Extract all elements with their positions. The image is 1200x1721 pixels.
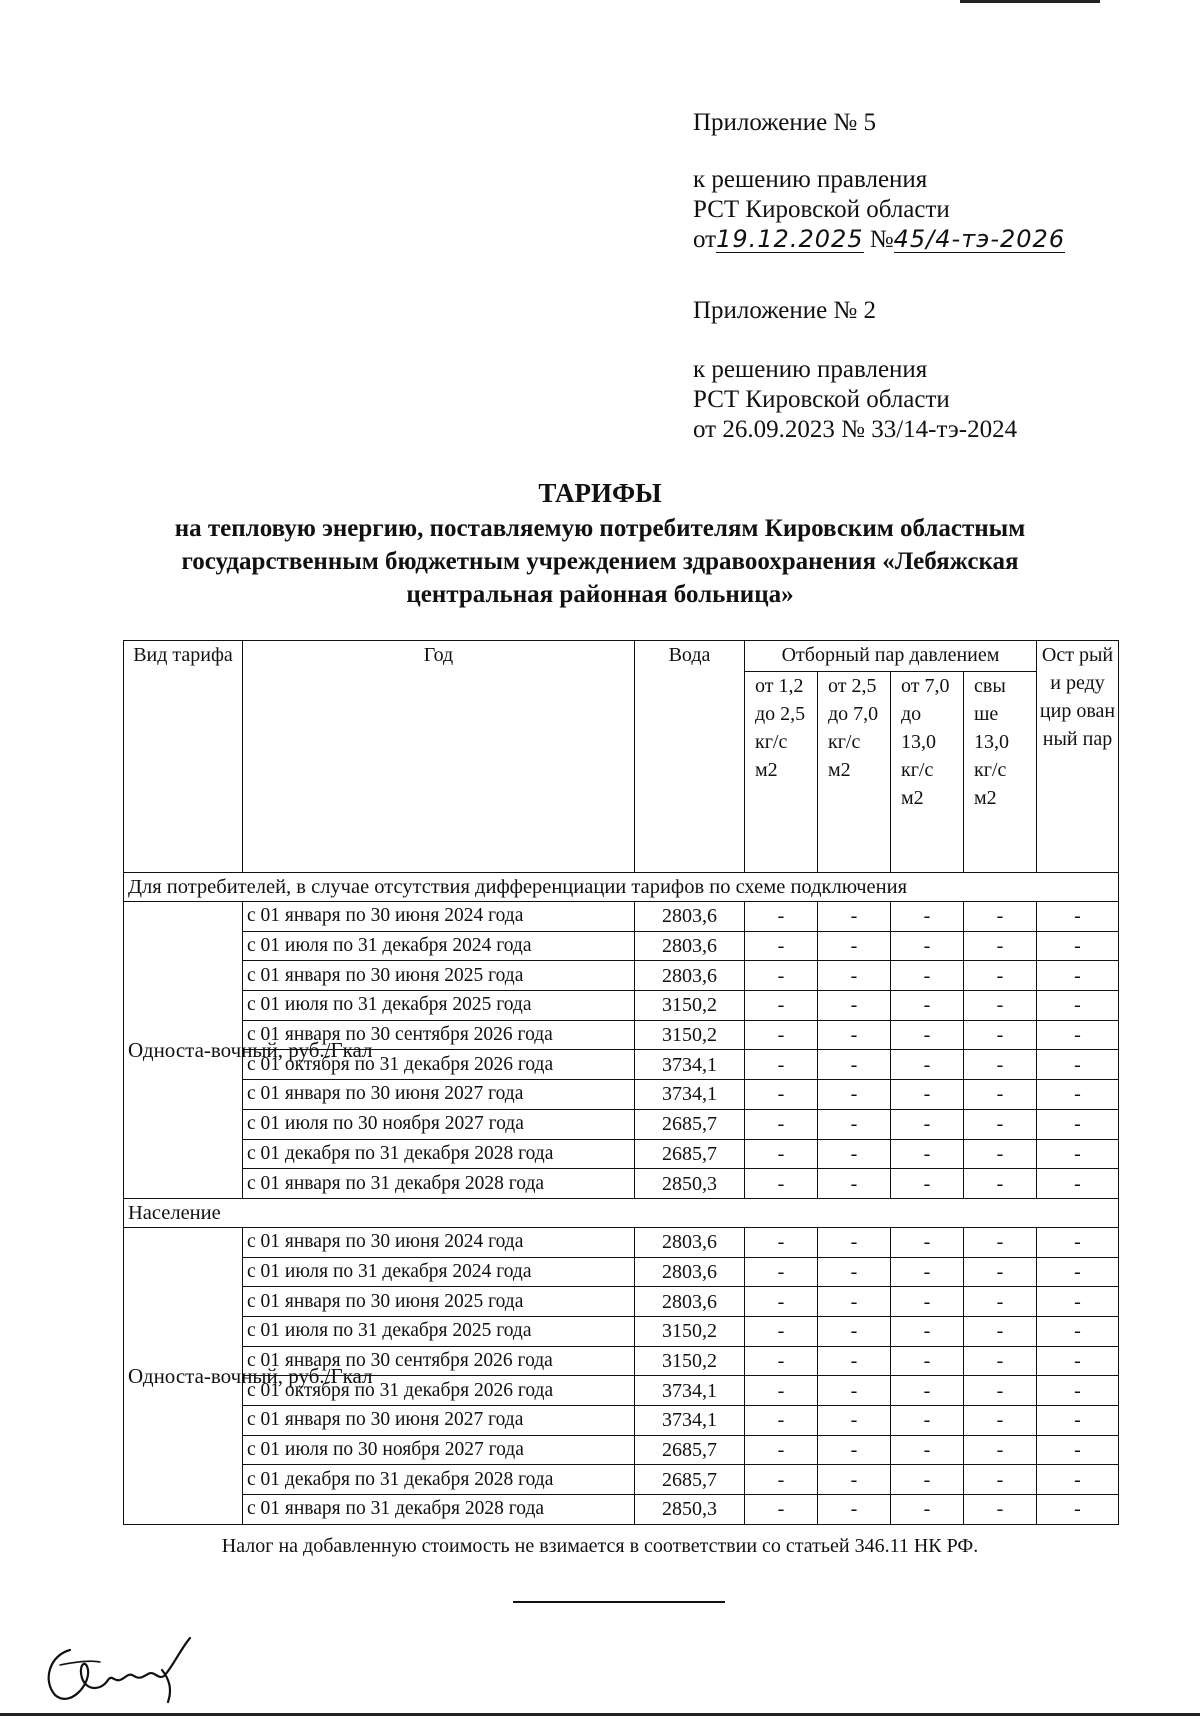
water-value-cell: 2850,3	[635, 1169, 745, 1199]
steam-value-cell: -	[964, 1257, 1037, 1287]
table-row	[124, 961, 1119, 991]
signature-image	[30, 1610, 210, 1715]
steam-value-cell: -	[891, 1435, 964, 1465]
table-row	[124, 1495, 1119, 1525]
appendix-5-date-prefix: от	[693, 226, 717, 253]
steam-value-cell: -	[1037, 961, 1119, 991]
steam-value-cell: -	[964, 1109, 1037, 1139]
steam-value-cell: -	[964, 1495, 1037, 1525]
appendix-2-line3: от 26.09.2023 № 33/14-тэ-2024	[693, 416, 1018, 443]
steam-value-cell: -	[745, 902, 818, 932]
period-cell: с 01 января по 31 декабря 2028 года	[243, 1495, 635, 1525]
section-title: Население	[124, 1198, 1119, 1227]
steam-value-cell: -	[745, 1346, 818, 1376]
steam-value-cell: -	[891, 1020, 964, 1050]
tariff-kind-cell: Односта-вочный, руб./Гкал	[124, 902, 243, 1199]
steam-value-cell: -	[745, 991, 818, 1021]
steam-value-cell: -	[818, 1287, 891, 1317]
appendix-5-line2: РСТ Кировской области	[693, 196, 950, 223]
period-cell: с 01 января по 30 сентября 2026 года	[243, 1020, 635, 1050]
steam-value-cell: -	[1037, 1287, 1119, 1317]
steam-value-cell: -	[818, 1050, 891, 1080]
steam-value-cell: -	[891, 1406, 964, 1436]
water-value-cell: 2803,6	[635, 931, 745, 961]
water-value-cell: 3734,1	[635, 1080, 745, 1110]
steam-value-cell: -	[891, 1376, 964, 1406]
steam-value-cell: -	[964, 1050, 1037, 1080]
steam-value-cell: -	[745, 1316, 818, 1346]
water-value-cell: 2685,7	[635, 1435, 745, 1465]
water-value-cell: 2850,3	[635, 1495, 745, 1525]
table-row	[124, 1406, 1119, 1436]
period-cell: с 01 января по 30 июня 2024 года	[243, 1227, 635, 1257]
steam-value-cell: -	[964, 1139, 1037, 1169]
header-steam-3: от 7,0 до 13,0 кг/с м2	[891, 672, 964, 873]
steam-value-cell: -	[891, 991, 964, 1021]
steam-value-cell: -	[818, 1465, 891, 1495]
steam-value-cell: -	[1037, 1495, 1119, 1525]
steam-value-cell: -	[818, 1169, 891, 1199]
steam-value-cell: -	[745, 961, 818, 991]
appendix-5-date-line	[693, 225, 1065, 255]
steam-value-cell: -	[891, 1139, 964, 1169]
header-kind: Вид тарифа	[124, 641, 243, 873]
steam-value-cell: -	[1037, 1139, 1119, 1169]
steam-value-cell: -	[891, 1257, 964, 1287]
steam-value-cell: -	[891, 902, 964, 932]
steam-value-cell: -	[891, 1169, 964, 1199]
appendix-5-block	[693, 165, 1065, 255]
water-value-cell: 2803,6	[635, 1287, 745, 1317]
period-cell: с 01 января по 30 июня 2025 года	[243, 1287, 635, 1317]
steam-value-cell: -	[964, 1465, 1037, 1495]
steam-value-cell: -	[745, 1227, 818, 1257]
table-row	[124, 1169, 1119, 1199]
period-cell: с 01 января по 30 сентября 2026 года	[243, 1346, 635, 1376]
steam-value-cell: -	[818, 1406, 891, 1436]
steam-value-cell: -	[745, 1169, 818, 1199]
water-value-cell: 2685,7	[635, 1139, 745, 1169]
period-cell: с 01 января по 30 июня 2027 года	[243, 1080, 635, 1110]
table-row	[124, 902, 1119, 932]
steam-value-cell: -	[1037, 1109, 1119, 1139]
header-year: Год	[243, 641, 635, 873]
steam-value-cell: -	[1037, 1465, 1119, 1495]
period-cell: с 01 июля по 30 ноября 2027 года	[243, 1109, 635, 1139]
steam-value-cell: -	[818, 1020, 891, 1050]
steam-value-cell: -	[818, 1227, 891, 1257]
steam-value-cell: -	[818, 1376, 891, 1406]
steam-value-cell: -	[964, 1227, 1037, 1257]
table-row	[124, 1080, 1119, 1110]
period-cell: с 01 июля по 31 декабря 2024 года	[243, 1257, 635, 1287]
steam-value-cell: -	[818, 1495, 891, 1525]
steam-value-cell: -	[891, 1316, 964, 1346]
period-cell: с 01 октября по 31 декабря 2026 года	[243, 1376, 635, 1406]
period-cell: с 01 января по 31 декабря 2028 года	[243, 1169, 635, 1199]
water-value-cell: 2803,6	[635, 1257, 745, 1287]
appendix-5-number-handwritten: 45/4-тэ-2026	[893, 225, 1066, 253]
steam-value-cell: -	[964, 1376, 1037, 1406]
table-row	[124, 1316, 1119, 1346]
steam-value-cell: -	[745, 931, 818, 961]
period-cell: с 01 декабря по 31 декабря 2028 года	[243, 1465, 635, 1495]
section-row	[124, 1198, 1119, 1227]
table-row	[124, 1435, 1119, 1465]
steam-value-cell: -	[964, 1435, 1037, 1465]
table-row	[124, 1139, 1119, 1169]
steam-value-cell: -	[891, 931, 964, 961]
section-row	[124, 873, 1119, 902]
appendix-2-block	[693, 355, 1017, 445]
steam-value-cell: -	[818, 1346, 891, 1376]
steam-value-cell: -	[891, 1495, 964, 1525]
water-value-cell: 3734,1	[635, 1376, 745, 1406]
period-cell: с 01 января по 30 июня 2025 года	[243, 961, 635, 991]
steam-value-cell: -	[745, 1495, 818, 1525]
divider	[513, 1601, 725, 1603]
water-value-cell: 2803,6	[635, 902, 745, 932]
period-cell: с 01 июля по 30 ноября 2027 года	[243, 1435, 635, 1465]
steam-value-cell: -	[745, 1435, 818, 1465]
water-value-cell: 3734,1	[635, 1050, 745, 1080]
appendix-5-date-handwritten: 19.12.2025	[716, 225, 864, 253]
section-title: Для потребителей, в случае отсутствия дифференциации тарифов по схеме подключения	[124, 873, 1119, 902]
steam-value-cell: -	[891, 1465, 964, 1495]
steam-value-cell: -	[1037, 1080, 1119, 1110]
appendix-2-line1: к решению правления	[693, 356, 928, 383]
steam-value-cell: -	[745, 1465, 818, 1495]
steam-value-cell: -	[1037, 1316, 1119, 1346]
steam-value-cell: -	[964, 961, 1037, 991]
tariff-kind-cell: Односта-вочный, руб./Гкал	[124, 1227, 243, 1524]
period-cell: с 01 декабря по 31 декабря 2028 года	[243, 1139, 635, 1169]
steam-value-cell: -	[818, 902, 891, 932]
steam-value-cell: -	[745, 1406, 818, 1436]
tariffs-table	[123, 640, 1119, 1525]
steam-value-cell: -	[1037, 1257, 1119, 1287]
table-row	[124, 991, 1119, 1021]
steam-value-cell: -	[964, 1080, 1037, 1110]
table-row	[124, 1346, 1119, 1376]
steam-value-cell: -	[891, 1227, 964, 1257]
water-value-cell: 3150,2	[635, 1020, 745, 1050]
document-title: ТАРИФЫ	[538, 478, 662, 508]
water-value-cell: 2803,6	[635, 961, 745, 991]
water-value-cell: 3150,2	[635, 1346, 745, 1376]
steam-value-cell: -	[891, 1080, 964, 1110]
steam-value-cell: -	[891, 1346, 964, 1376]
steam-value-cell: -	[891, 1050, 964, 1080]
steam-value-cell: -	[964, 1169, 1037, 1199]
period-cell: с 01 июля по 31 декабря 2025 года	[243, 991, 635, 1021]
bottom-edge-line	[0, 1713, 1200, 1716]
tax-note: Налог на добавленную стоимость не взимается в соответствии со статьей 346.11 НК РФ.	[221, 1535, 979, 1557]
steam-value-cell: -	[818, 1109, 891, 1139]
header-steam-1: от 1,2 до 2,5 кг/с м2	[745, 672, 818, 873]
steam-value-cell: -	[964, 1287, 1037, 1317]
table-row	[124, 1257, 1119, 1287]
steam-value-cell: -	[745, 1020, 818, 1050]
water-value-cell: 3734,1	[635, 1406, 745, 1436]
table-row	[124, 1227, 1119, 1257]
table-row	[124, 1020, 1119, 1050]
header-steam-2: от 2,5 до 7,0 кг/с м2	[818, 672, 891, 873]
top-edge-line	[960, 0, 1100, 3]
table-row	[124, 1109, 1119, 1139]
steam-value-cell: -	[1037, 991, 1119, 1021]
steam-value-cell: -	[1037, 1406, 1119, 1436]
header-sharp-steam: Ост рый и реду цир ован ный пар	[1037, 641, 1119, 873]
appendix-2-line2: РСТ Кировской области	[693, 386, 950, 413]
steam-value-cell: -	[891, 1287, 964, 1317]
steam-value-cell: -	[818, 1435, 891, 1465]
steam-value-cell: -	[818, 961, 891, 991]
steam-value-cell: -	[1037, 1435, 1119, 1465]
appendix-5-title: Приложение № 5	[693, 109, 877, 136]
water-value-cell: 3150,2	[635, 1316, 745, 1346]
table-row	[124, 1376, 1119, 1406]
steam-value-cell: -	[745, 1376, 818, 1406]
steam-value-cell: -	[745, 1139, 818, 1169]
table-row	[124, 1465, 1119, 1495]
appendix-5-number-prefix: №	[869, 226, 894, 253]
steam-value-cell: -	[964, 1316, 1037, 1346]
period-cell: с 01 января по 30 июня 2024 года	[243, 902, 635, 932]
steam-value-cell: -	[818, 991, 891, 1021]
table-row	[124, 1050, 1119, 1080]
steam-value-cell: -	[891, 961, 964, 991]
water-value-cell: 2685,7	[635, 1109, 745, 1139]
header-water: Вода	[635, 641, 745, 873]
steam-value-cell: -	[818, 1316, 891, 1346]
steam-value-cell: -	[1037, 931, 1119, 961]
water-value-cell: 2685,7	[635, 1465, 745, 1495]
table-row	[124, 931, 1119, 961]
steam-value-cell: -	[964, 931, 1037, 961]
steam-value-cell: -	[964, 991, 1037, 1021]
steam-value-cell: -	[745, 1287, 818, 1317]
steam-value-cell: -	[1037, 1050, 1119, 1080]
appendix-5-line1: к решению правления	[693, 166, 928, 193]
steam-value-cell: -	[818, 1139, 891, 1169]
period-cell: с 01 января по 30 июня 2027 года	[243, 1406, 635, 1436]
period-cell: с 01 июля по 31 декабря 2024 года	[243, 931, 635, 961]
steam-value-cell: -	[964, 1346, 1037, 1376]
water-value-cell: 2803,6	[635, 1227, 745, 1257]
steam-value-cell: -	[818, 1080, 891, 1110]
header-steam: Отборный пар давлением	[745, 641, 1037, 672]
steam-value-cell: -	[1037, 1169, 1119, 1199]
water-value-cell: 3150,2	[635, 991, 745, 1021]
period-cell: с 01 октября по 31 декабря 2026 года	[243, 1050, 635, 1080]
period-cell: с 01 июля по 31 декабря 2025 года	[243, 1316, 635, 1346]
steam-value-cell: -	[818, 931, 891, 961]
steam-value-cell: -	[964, 1406, 1037, 1436]
header-steam-4: свы ше 13,0 кг/с м2	[964, 672, 1037, 873]
steam-value-cell: -	[818, 1257, 891, 1287]
steam-value-cell: -	[745, 1109, 818, 1139]
appendix-2-title: Приложение № 2	[693, 297, 877, 324]
document-subtitle: на тепловую энергию, поставляемую потребителям Кировским областным государственным бюджетным учреждением здравоохранения «Лебяжская центральная районная больница»	[174, 515, 1026, 608]
steam-value-cell: -	[891, 1109, 964, 1139]
steam-value-cell: -	[1037, 1376, 1119, 1406]
steam-value-cell: -	[1037, 1020, 1119, 1050]
steam-value-cell: -	[745, 1257, 818, 1287]
steam-value-cell: -	[745, 1050, 818, 1080]
steam-value-cell: -	[745, 1080, 818, 1110]
steam-value-cell: -	[964, 902, 1037, 932]
steam-value-cell: -	[1037, 1227, 1119, 1257]
steam-value-cell: -	[964, 1020, 1037, 1050]
table-row	[124, 1287, 1119, 1317]
steam-value-cell: -	[1037, 902, 1119, 932]
steam-value-cell: -	[1037, 1346, 1119, 1376]
